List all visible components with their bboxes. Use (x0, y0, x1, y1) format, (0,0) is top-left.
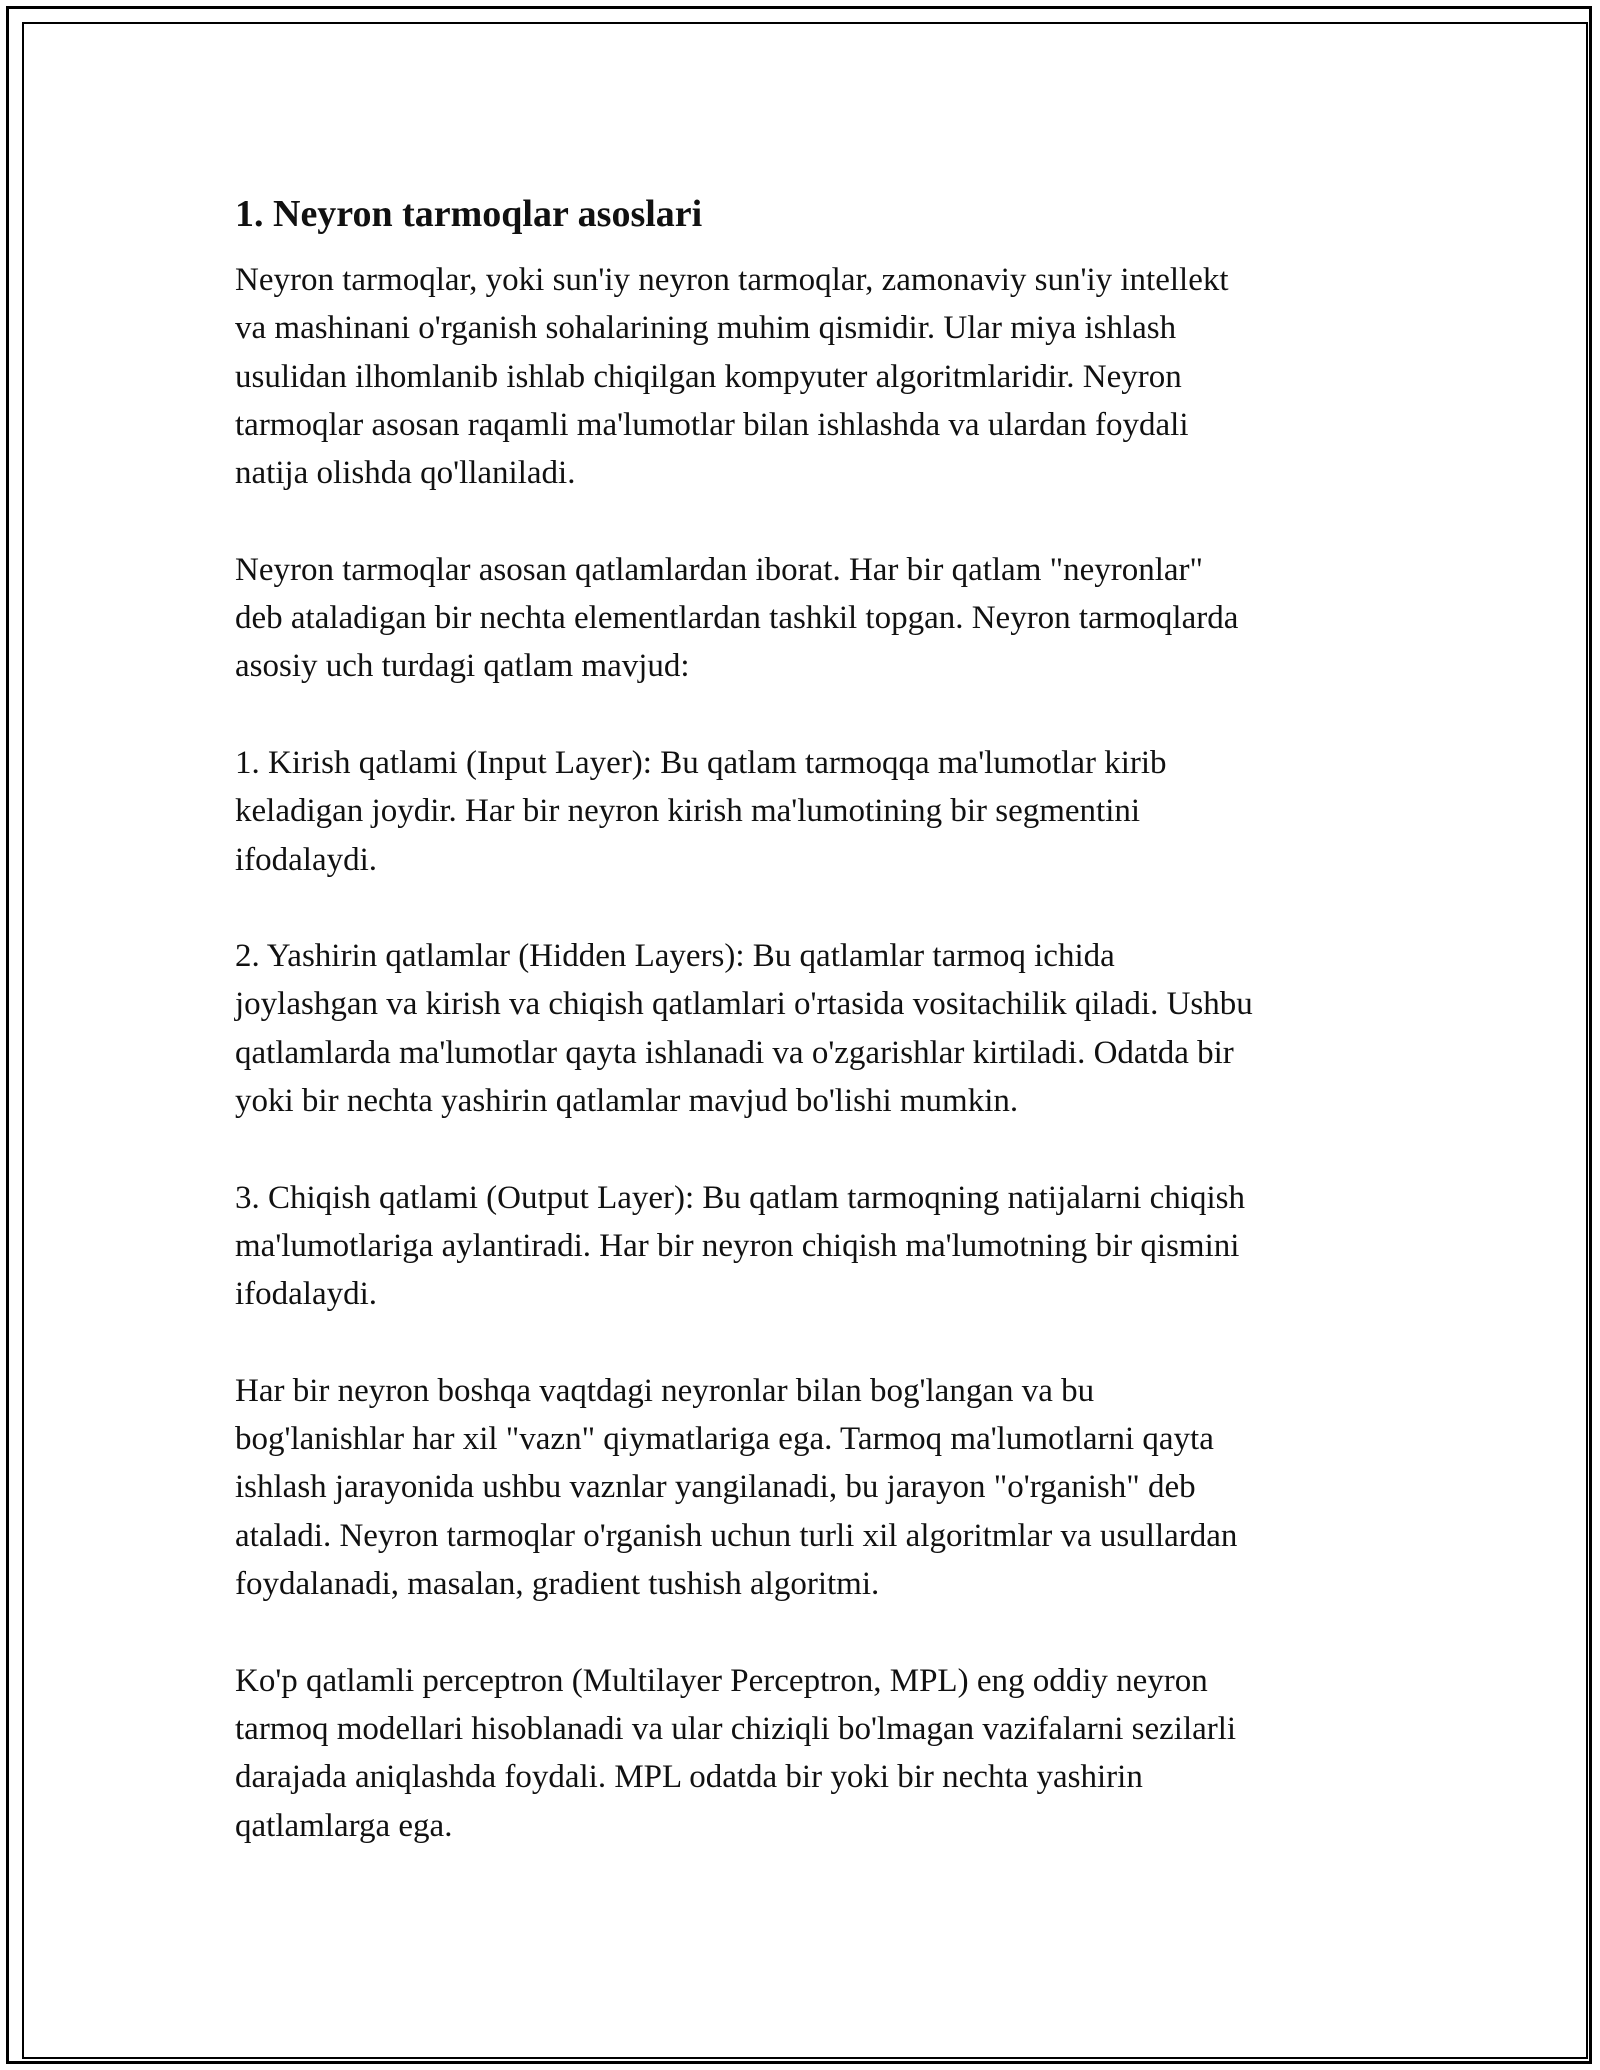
paragraph-intro: Neyron tarmoqlar, yoki sun'iy neyron tarmoqlar, zamonaviy sun'iy intellekt va mashinani o'rganish sohalarining muhim qismidir. Ular miya ishlash usulidan ilhomlanib ishlab chiqilgan kompyuter algoritmlaridir. Neyron tarmoqlar asosan raqamli ma'lumotlar bilan ishlashda va ulardan foydali natija olishda qo'llaniladi. (235, 262, 1229, 492)
paragraph-weights: Har bir neyron boshqa vaqtdagi neyronlar bilan bog'langan va bu bog'lanishlar har xil "vazn" qiymatlariga ega. Tarmoq ma'lumotlarni qayta ishlash jarayonida ushbu vaznlar yangilanadi, bu jarayon "o'rganish" deb ataladi. Neyron tarmoqlar o'rganish uchun turli xil algoritmlar va usullardan foydalanadi, masalan, gradient tushish algoritmi. (235, 1372, 1238, 1603)
paragraph-hidden-layers: 2. Yashirin qatlamlar (Hidden Layers): Bu qatlamlar tarmoq ichida joylashgan va kirish va chiqish qatlamlari o'rtasida vositachilik qiladi. Ushbu qatlamlarda ma'lumotlar qayta ishlanadi va o'zgarishlar kirtiladi. Odatda bir yoki bir nechta yashirin qatlamlar mavjud bo'lishi mumkin. (235, 938, 1253, 1120)
paragraph-layers-overview: Neyron tarmoqlar asosan qatlamlardan iborat. Har bir qatlam "neyronlar" deb ataladigan bir nechta elementlardan tashkil topgan. Neyron tarmoqlarda asosiy uch turdagi qatlam mavjud: (235, 551, 1239, 685)
paragraph-input-layer: 1. Kirish qatlami (Input Layer): Bu qatlam tarmoqqa ma'lumotlar kirib keladigan joydir. Har bir neyron kirish ma'lumotining bir segmentini ifodalaydi. (235, 744, 1167, 878)
document-body (235, 186, 1375, 1898)
paragraph-output-layer: 3. Chiqish qatlami (Output Layer): Bu qatlam tarmoqning natijalarni chiqish ma'lumotlariga aylantiradi. Har bir neyron chiqish ma'lumotning bir qismini ifodalaydi. (235, 1179, 1245, 1313)
paragraph-mlp: Ko'p qatlamli perceptron (Multilayer Perceptron, MPL) eng oddiy neyron tarmoq modellari hisoblanadi va ular chiziqli bo'lmagan vazifalarni sezilarli darajada aniqlashda foydali. MPL odatda bir yoki bir nechta yashirin qatlamlarga ega. (235, 1662, 1237, 1844)
section-heading: 1. Neyron tarmoqlar asoslari (235, 193, 703, 235)
